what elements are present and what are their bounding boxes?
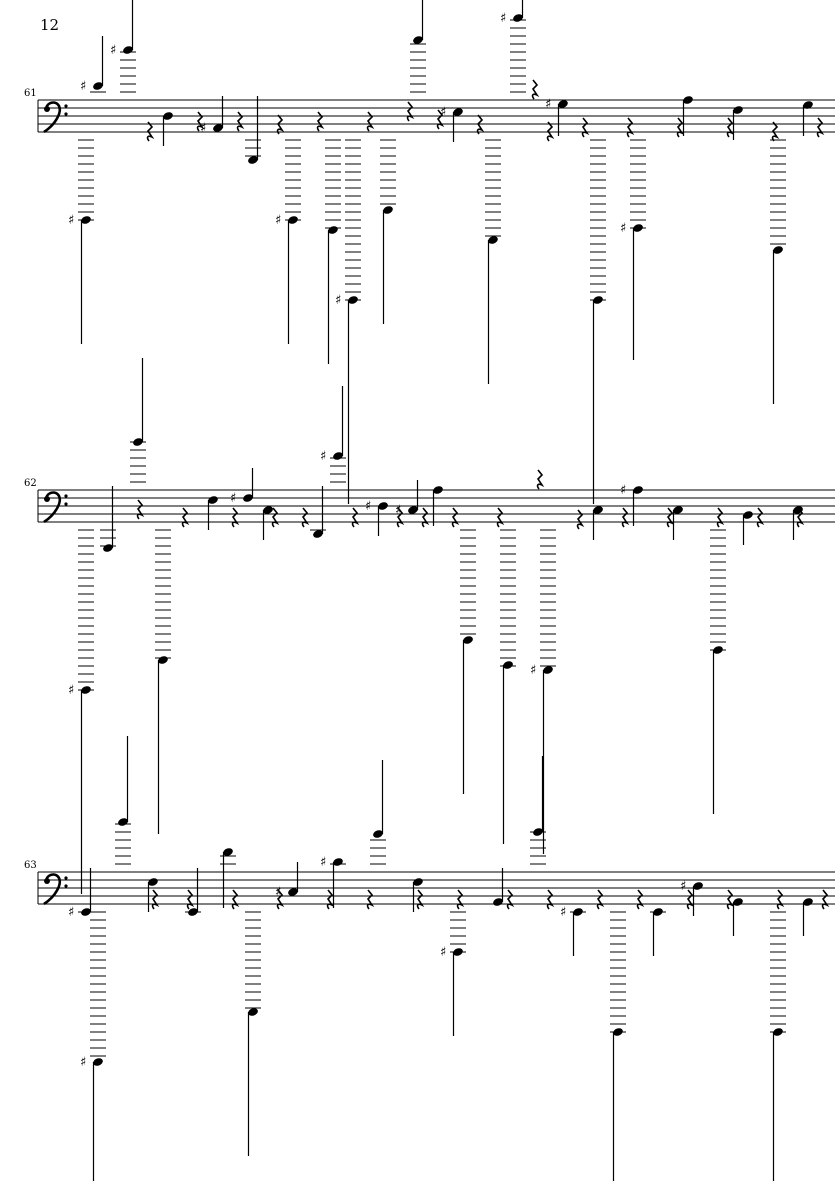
quarter-rest — [638, 890, 642, 909]
quarter-rest — [153, 890, 157, 909]
quarter-rest — [728, 118, 732, 137]
measure-number: 62 — [24, 478, 37, 489]
sharp-sign: ♯ — [440, 945, 447, 960]
quarter-rest — [318, 112, 322, 131]
sharp-sign: ♯ — [680, 879, 687, 894]
quarter-rest — [758, 508, 762, 527]
sharp-sign: ♯ — [230, 491, 237, 506]
quarter-rest — [353, 508, 357, 527]
sharp-sign: ♯ — [68, 213, 75, 228]
quarter-rest — [368, 112, 372, 131]
quarter-rest — [423, 508, 427, 527]
bass-clef-icon — [44, 103, 68, 132]
staff-lines — [38, 872, 835, 904]
quarter-rest — [418, 890, 422, 909]
staff-lines — [38, 490, 835, 522]
sharp-sign: ♯ — [110, 43, 117, 58]
quarter-rest — [623, 508, 627, 527]
sharp-sign: ♯ — [620, 221, 627, 236]
quarter-rest — [453, 508, 457, 527]
quarter-rest — [233, 890, 237, 909]
sharp-sign: ♯ — [80, 79, 87, 94]
quarter-rest — [533, 80, 537, 99]
page-number: 12 — [40, 16, 60, 34]
quarter-rest — [583, 118, 587, 137]
sharp-sign: ♯ — [320, 449, 327, 464]
sharp-sign: ♯ — [275, 213, 282, 228]
quarter-rest — [778, 890, 782, 909]
quarter-rest — [328, 890, 332, 909]
measure-number: 63 — [24, 860, 37, 871]
quarter-rest — [238, 112, 242, 131]
quarter-rest — [728, 890, 732, 909]
sharp-sign: ♯ — [80, 1055, 87, 1070]
quarter-rest — [538, 470, 542, 489]
quarter-rest — [598, 890, 602, 909]
sharp-sign: ♯ — [335, 293, 342, 308]
sharp-sign: ♯ — [530, 663, 537, 678]
quarter-rest — [188, 890, 192, 909]
quarter-rest — [508, 890, 512, 909]
quarter-rest — [548, 890, 552, 909]
quarter-rest — [678, 118, 682, 137]
sharp-sign: ♯ — [200, 121, 207, 136]
staff-lines — [38, 100, 835, 132]
sharp-sign: ♯ — [68, 683, 75, 698]
quarter-rest — [233, 508, 237, 527]
bass-staff — [38, 852, 835, 1070]
quarter-rest — [628, 118, 632, 137]
quarter-rest — [183, 508, 187, 527]
notes — [68, 358, 804, 894]
quarter-rest — [138, 500, 142, 519]
sharp-sign: ♯ — [395, 503, 402, 518]
quarter-rest — [273, 508, 277, 527]
quarter-rest — [578, 510, 582, 529]
sharp-sign: ♯ — [545, 97, 552, 112]
sharp-sign: ♯ — [320, 855, 327, 870]
bass-clef-icon — [44, 875, 68, 904]
quarter-rest — [408, 102, 412, 121]
quarter-rest — [368, 890, 372, 909]
quarter-rest — [498, 508, 502, 527]
sharp-sign: ♯ — [620, 483, 627, 498]
quarter-rest — [818, 118, 822, 137]
notes — [68, 0, 822, 504]
sharp-sign: ♯ — [500, 11, 507, 26]
bass-staff — [38, 449, 835, 698]
sharp-sign: ♯ — [275, 885, 282, 900]
measure-number: 61 — [24, 88, 37, 99]
sharp-sign: ♯ — [560, 905, 567, 920]
quarter-rest — [458, 890, 462, 909]
quarter-rest — [718, 508, 722, 527]
quarter-rest — [303, 508, 307, 527]
sharp-sign: ♯ — [440, 105, 447, 120]
sharp-sign: ♯ — [365, 499, 372, 514]
quarter-rest — [668, 508, 672, 527]
bass-clef-icon — [44, 493, 68, 522]
quarter-rest — [823, 890, 827, 909]
sharp-sign: ♯ — [68, 905, 75, 920]
quarter-rest — [688, 890, 692, 909]
